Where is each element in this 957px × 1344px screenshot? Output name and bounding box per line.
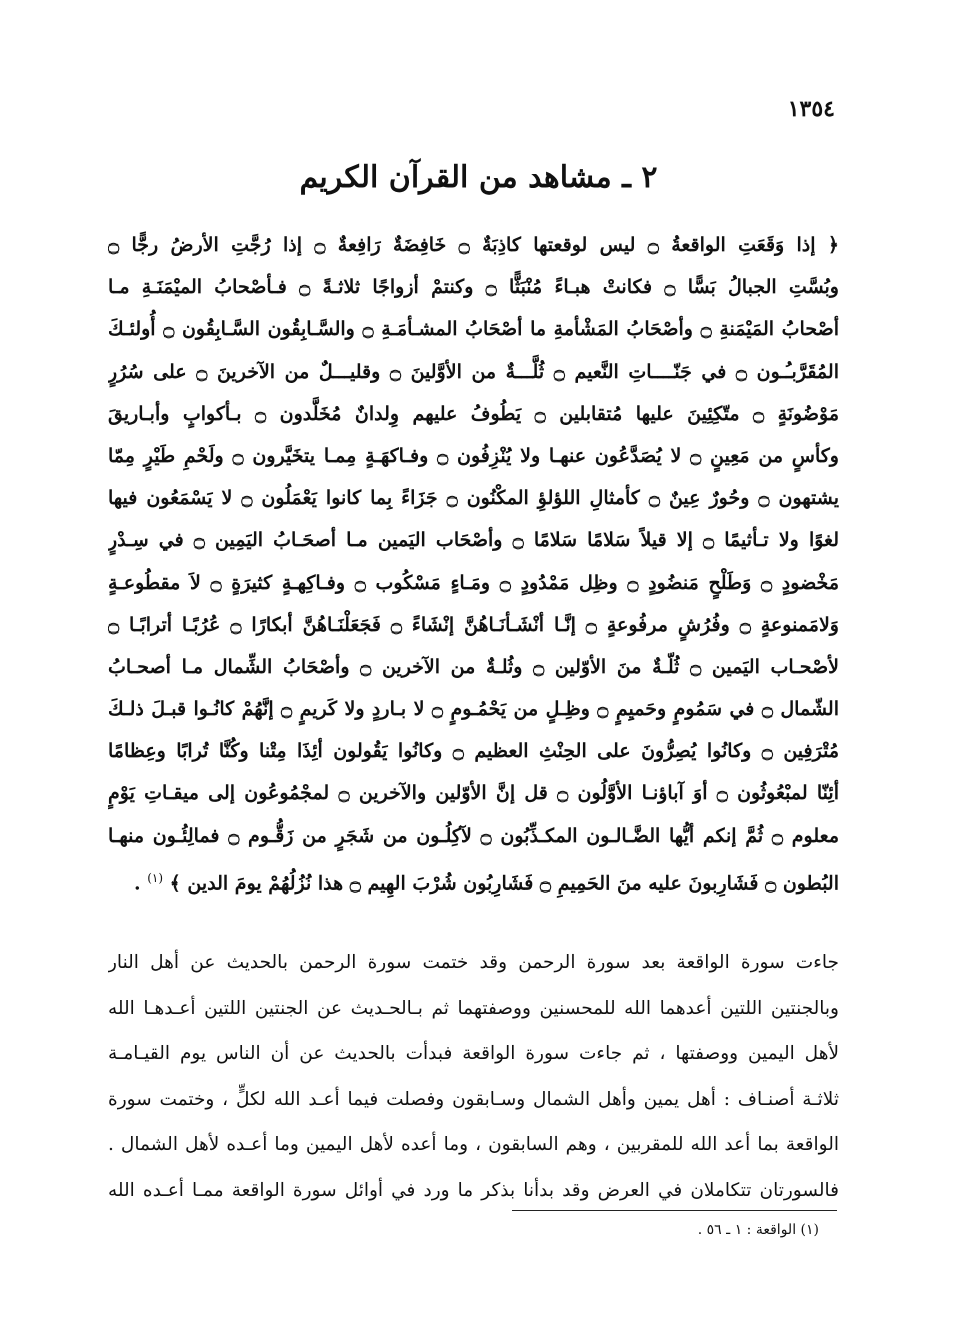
prose-line: ثلاثـة أصنـاف : أهل يمين وأهل الشمال وسـابقون وفصلت فيما أعـد الله لكلٍّ ، وختمت سورة [108,1088,839,1110]
prose-line: لأهل اليمين ووصفتها ، ثم جاءت سورة الواقعة فبدأت بالحديث عن أن الناس يوم القيـامـة [108,1043,839,1064]
verse-line: لغوًا ولا تـأثيمًا ۝ إلا قيلاً سَلامًا سَلامًا ۝ وأصْحَاب اليَمين مـا أصحَـابُ اليَمِين ۝ في سِـدْرٍ [108,529,839,552]
verse-line: يشتهون ۝ وحُورٌ عِينٌ ۝ كأمثالِ اللؤلؤِ المكْنُون ۝ جَزَاءً بِما كانوا يَعْمَلُون ۝ لا يَسْمَعُون فيها [108,487,839,510]
prose-line: جاءت سورة الواقعة بعد سورة الرحمن وقد ختمت سورة الرحمن بالحديث عن أهل النار [108,952,839,973]
verse-line: معلوم ۝ ثُمَّ إنكم أيُّها الضَّـالـون المكـذِّبُون ۝ لآكِلُـون من شَجَرٍ من زَقُّـوم ۝ فمالِئُـون منهـا [108,824,839,847]
footnote-divider [512,1210,837,1211]
verse-line: مُتْرَفِين ۝ وكانُوا يُصِرُّونَ على الحِنْثِ العظيم ۝ وكانُوا يَقُولون أئِذَا مِتْنا وكُنَّا تُرابًا وعِظامًا [108,740,839,763]
verse-line: وكأسٍ من مَعِينٍ ۝ لا يُصَدَّعُون عنهـا ولا يُنْزِفُون ۝ وفـاكهَـةٍ مِمـا يتخَيَّرون ۝ ولَحْمِ طَيْرٍ مِمّا [108,444,839,467]
quran-verses [108,224,839,899]
section-title: ٢ ـ مشاهد من القرآن الكريم [299,160,658,195]
commentary-text [108,940,839,1213]
verse-line: وَلامَمنوعةٍ ۝ وفُرُشٍ مرفُوعةٍ ۝ إنَّـا أنْشَـأنَـاهُنَّ إنْشَاءً ۝ فَجَعَلْنَـاهُنَّ أبكارًا ۝ عُرُبًـا أترابًـا ۝ [108,613,839,636]
verse-line: مَوْضُونَةٍ ۝ متّكِئِينَ عليها مُتقابلين ۝ يَطُوفُ عليهم وِلدانٌ مُخَلَّدون ۝ بـأكوابٍ وأبـاريقَ [108,402,839,425]
footnote: (١) الواقعة : ١ ـ ٥٦ . [697,1222,819,1238]
verse-line: لأصْحـاب اليَمين ۝ ثُلّـةٌ منَ الأوّلين ۝ وثُلـةٌ من الآخرين ۝ وأصْحَابُ الشِّمال مـا أصحـابُ [108,655,839,678]
verse-line: وبُسَّتِ الجبالُ بَسًّا ۝ فكانتْ هبـاءً مُنْبَثًّا ۝ وكنتمْ أزواجًا ثلاثـةً ۝ فـأصْحابُ الميْمَنَـةِ مـا [108,276,839,299]
prose-line: فالسورتان تتكاملان في العرض وقد بدأنا بذكر ما ورد في أوائل سورة الواقعة ممـا أعـده الله [108,1179,839,1201]
verse-line: المُقَرَّبـُـون ۝ في جَنّــــاتِ النَّعيم ۝ ثُلَّـــةٌ من الأوَّلينَ ۝ وقليـــلٌ من الآخرينَ ۝ على سُرُرٍ [108,360,839,383]
verse-line: أئِنّا لمبْعُوثُون ۝ أوَ آباؤنـا الأوَّلُون ۝ قل إنَّ الأوّلين والآخرين ۝ لمجْمُوعُون إلى ميقـاتِ يَوْمٍ [108,782,839,805]
prose-line: الواقعة بما أعد الله للمقربين ، وهم السابقون ، وما أعده لأهل اليمين وما أعـده لأهل الشمال . [108,1134,839,1155]
verse-line: ﴿ إذا وَقَعَتِ الواقعةُ ۝ ليس لوقعتها كاذِبَةٌ ۝ خَافِضَةٌ رَافِعةٌ ۝ إذا رُجَّتِ الأرضُ رجًّا ۝ [108,234,839,256]
verse-line-last [108,857,839,899]
verse-end-period: . [133,872,141,895]
footnote-marker: (١) [147,870,164,885]
verse-line: أصْحابُ المَيْمَنةِ ۝ وأصْحَابُ المَشْأمةِ ما أصْحَابُ المشـأمَـةِ ۝ والسَّـابِقُون السَّـابِقُون ۝ أُولئـكَ [108,318,839,341]
prose-line: وبالجنتين اللتين أعدهما الله للمحسنين ووصفتهما ثم بـالحـديث عن الجنتين اللتين أعـدهـا الله [108,997,839,1019]
verse-line: مَخْضودٍ ۝ وَطَلْحٍ مَنضُودٍ ۝ وظِل مَمْدُودٍ ۝ ومَـاءٍ مَسْكُوب ۝ وفـاكِهـةٍ كثيرَةٍ ۝ لاَ مقطُوعـةٍ [108,571,839,594]
page-number: ١٣٥٤ [787,96,835,122]
verse-line: الشّمال ۝ في سَمُومٍ وحَميِمٍ ۝ وظِـلٍ من يَحْمُـومٍ ۝ لا بـاردٍ ولا كَريمٍ ۝ إنَّهُمْ كانُـوا قبـلَ ذلـكَ [108,698,839,721]
verse-text: البُطون ۝ فَشَارِبونَ عليه منَ الحَمِيمِ ۝ فَشَارِبُون شُرْبَ الهِيم ۝ هذا نُزُلُهُمْ يومَ الدين ﴾ [169,872,839,895]
